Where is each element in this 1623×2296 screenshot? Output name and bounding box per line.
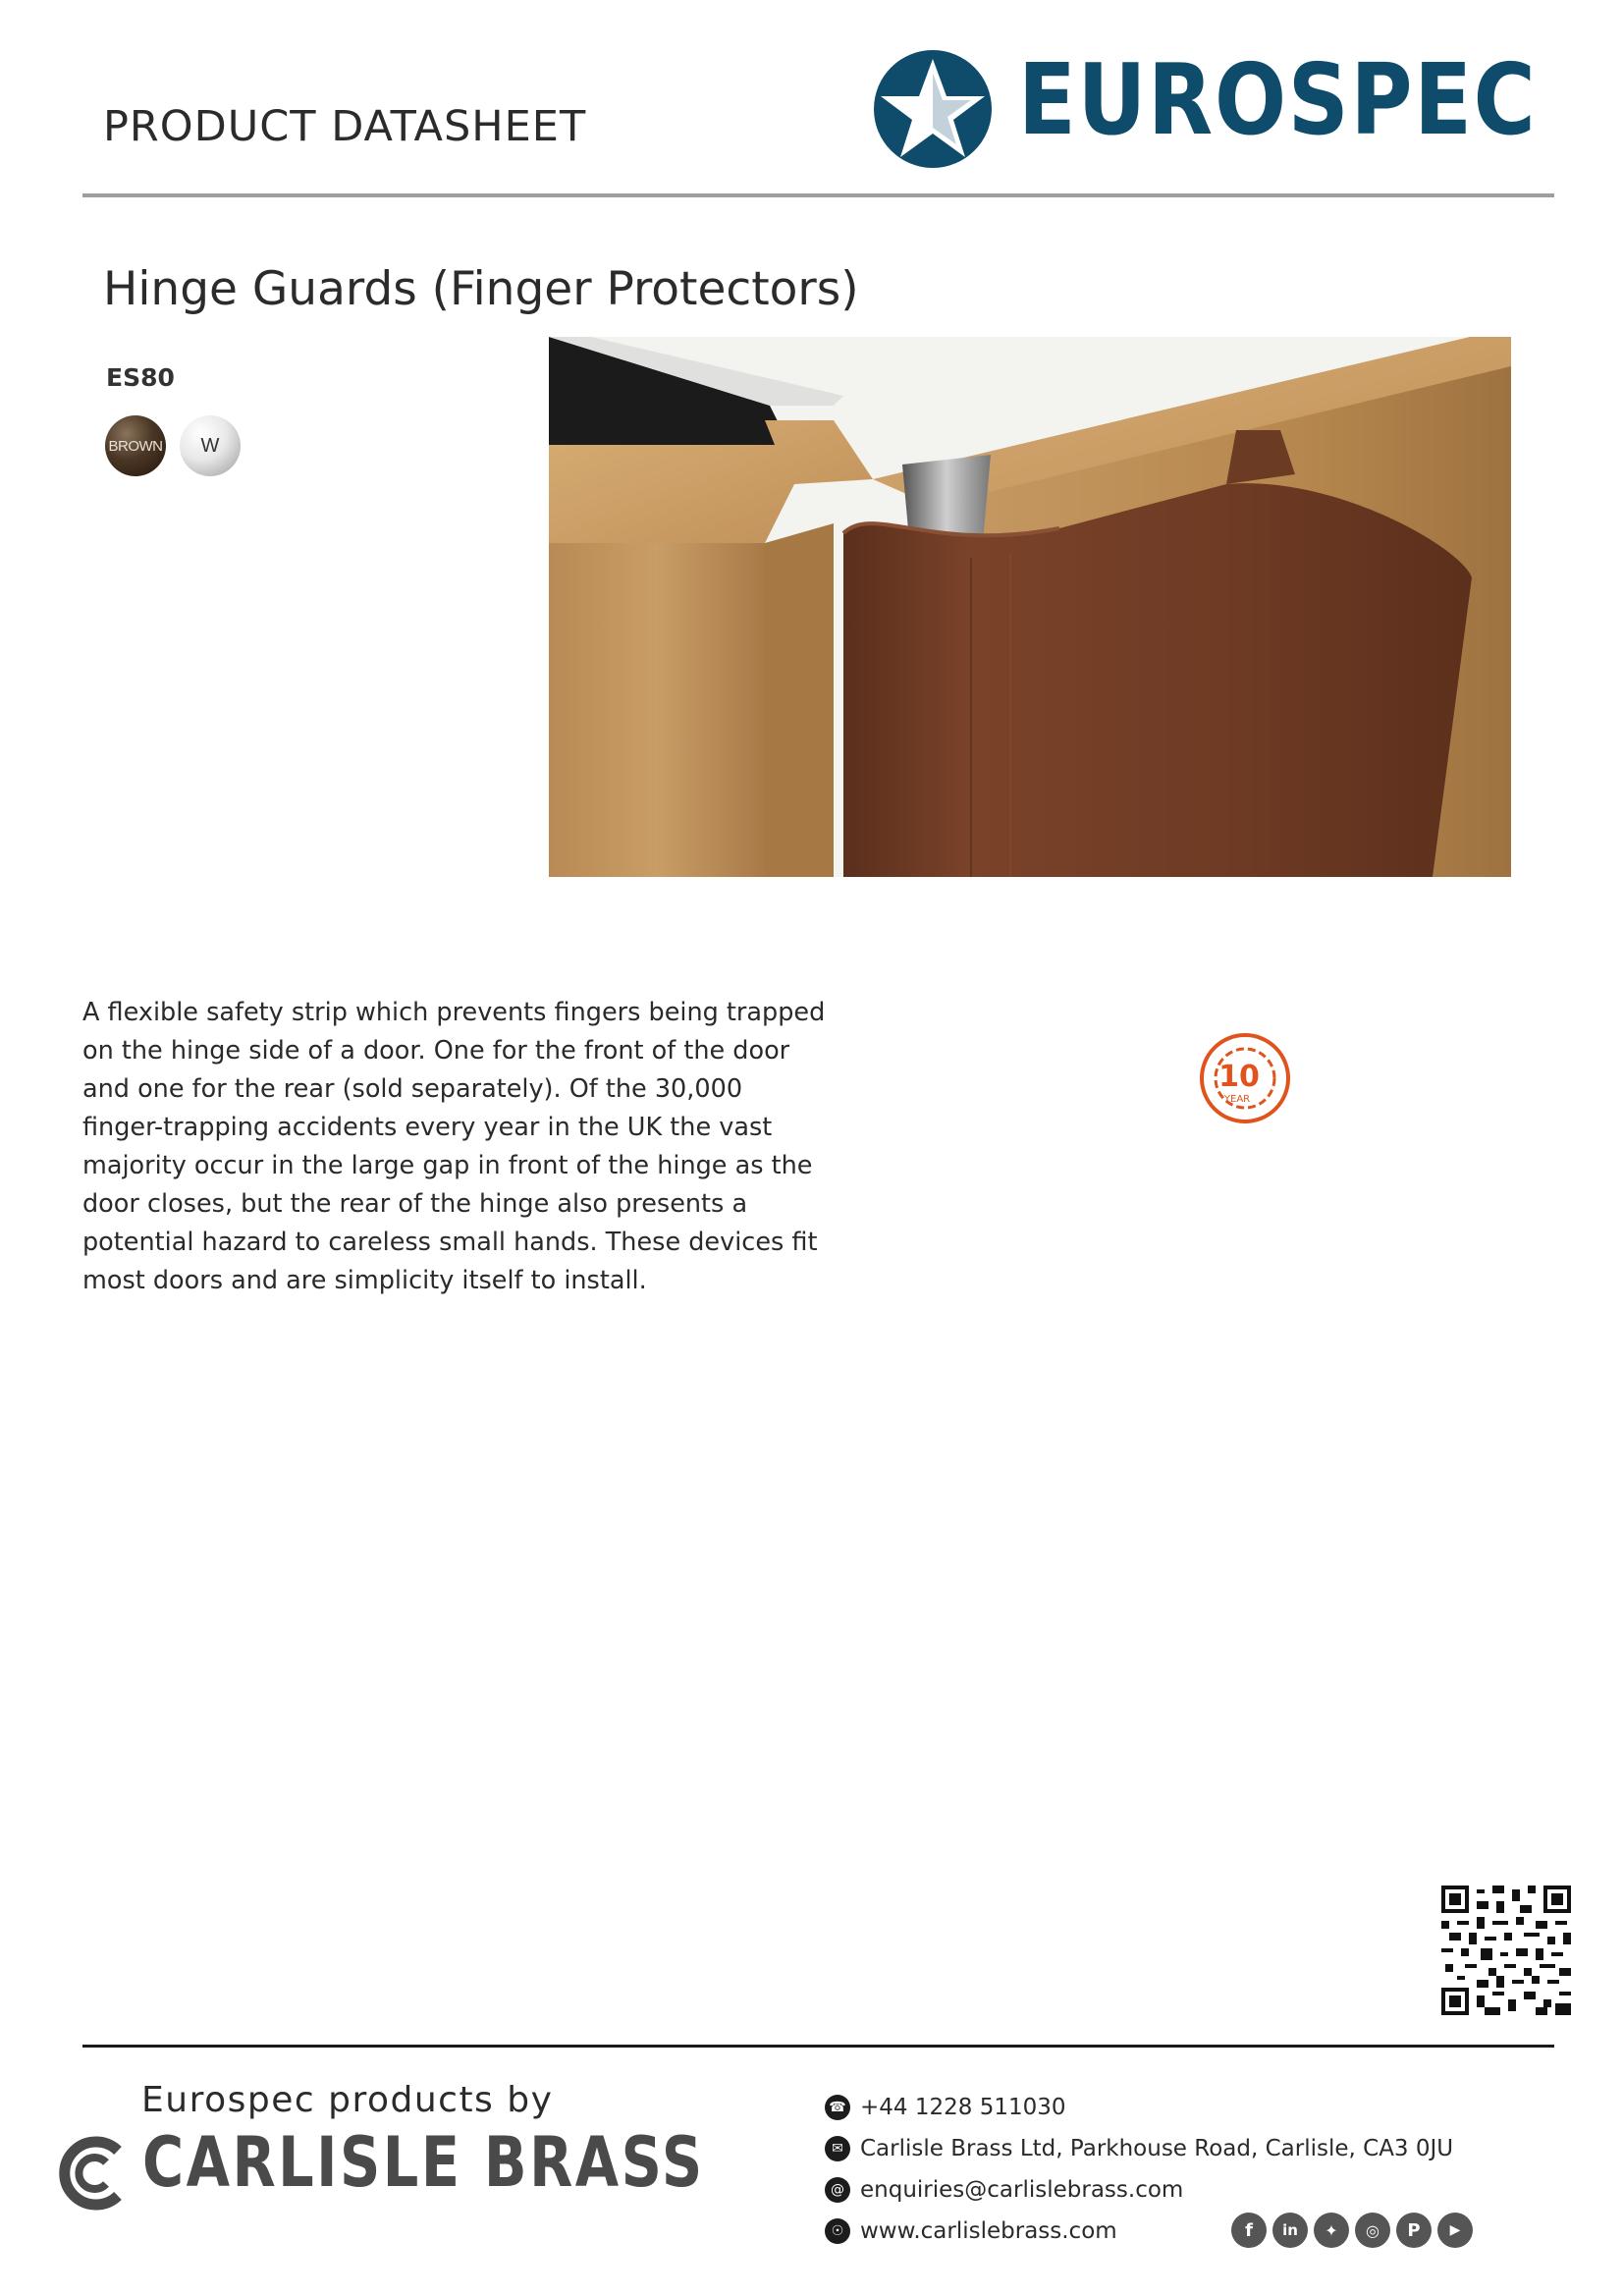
svg-text:YEAR: YEAR xyxy=(1223,1094,1251,1105)
at-sign-icon: @ xyxy=(825,2177,850,2203)
eurospec-star-icon xyxy=(869,45,997,173)
twitter-icon[interactable]: ✦ xyxy=(1314,2213,1349,2248)
facebook-icon[interactable]: f xyxy=(1231,2213,1267,2248)
contact-address xyxy=(825,2136,1453,2161)
contact-email[interactable] xyxy=(825,2177,1183,2203)
postal-address: Carlisle Brass Ltd, Parkhouse Road, Carlisle, CA3 0JU xyxy=(860,2136,1454,2161)
pinterest-icon[interactable]: P xyxy=(1396,2213,1432,2248)
warranty-gear-icon xyxy=(1198,1031,1292,1125)
company-name: CARLISLE BRASS xyxy=(142,2122,705,2203)
contact-website[interactable] xyxy=(825,2218,1117,2244)
footer-tagline: Eurospec products by xyxy=(141,2080,554,2120)
finish-swatch-brown[interactable] xyxy=(105,415,166,476)
finish-swatch-label: BROWN xyxy=(108,437,163,455)
contact-phone[interactable] xyxy=(825,2095,1066,2120)
header-divider xyxy=(82,193,1554,197)
finish-swatch-label: W xyxy=(200,434,220,457)
product-description: A flexible safety strip which prevents fingers being trapped on the hinge side of a door. One for the front of the door and one for the rear (sold separately). Of the 30,000 finger-trapping accidents every year in the UK the vast majority occur in the large gap in front of the hinge as the door closes, but the rear of the hinge also presents a potential hazard to careless small hands. These devices fit most doors and are simplicity itself to install. xyxy=(82,998,826,1295)
youtube-icon[interactable]: ▶ xyxy=(1437,2213,1473,2248)
product-image xyxy=(549,337,1511,877)
eurospec-logo xyxy=(869,42,1556,173)
svg-text:10: 10 xyxy=(1218,1060,1260,1094)
product-title: Hinge Guards (Finger Protectors) xyxy=(103,262,859,316)
warranty-badge xyxy=(1198,1031,1292,1125)
phone-icon: ☎ xyxy=(825,2095,850,2120)
linkedin-icon[interactable]: in xyxy=(1272,2213,1308,2248)
email-address: enquiries@carlislebrass.com xyxy=(860,2177,1184,2203)
qr-code[interactable] xyxy=(1441,1886,1571,2015)
carlisle-brass-logo-icon xyxy=(49,2129,137,2217)
footer-divider xyxy=(82,2045,1554,2048)
envelope-icon: ✉ xyxy=(825,2136,850,2161)
phone-number: +44 1228 511030 xyxy=(860,2095,1066,2120)
website-url: www.carlislebrass.com xyxy=(860,2218,1117,2244)
brand-name: EUROSPEC xyxy=(1018,42,1538,157)
document-type-label: PRODUCT DATASHEET xyxy=(103,102,587,151)
globe-icon: ☉ xyxy=(825,2218,850,2244)
instagram-icon[interactable]: ◎ xyxy=(1355,2213,1390,2248)
social-links xyxy=(1231,2213,1473,2248)
product-code: ES80 xyxy=(106,363,175,392)
finish-swatch-white[interactable] xyxy=(180,415,241,476)
